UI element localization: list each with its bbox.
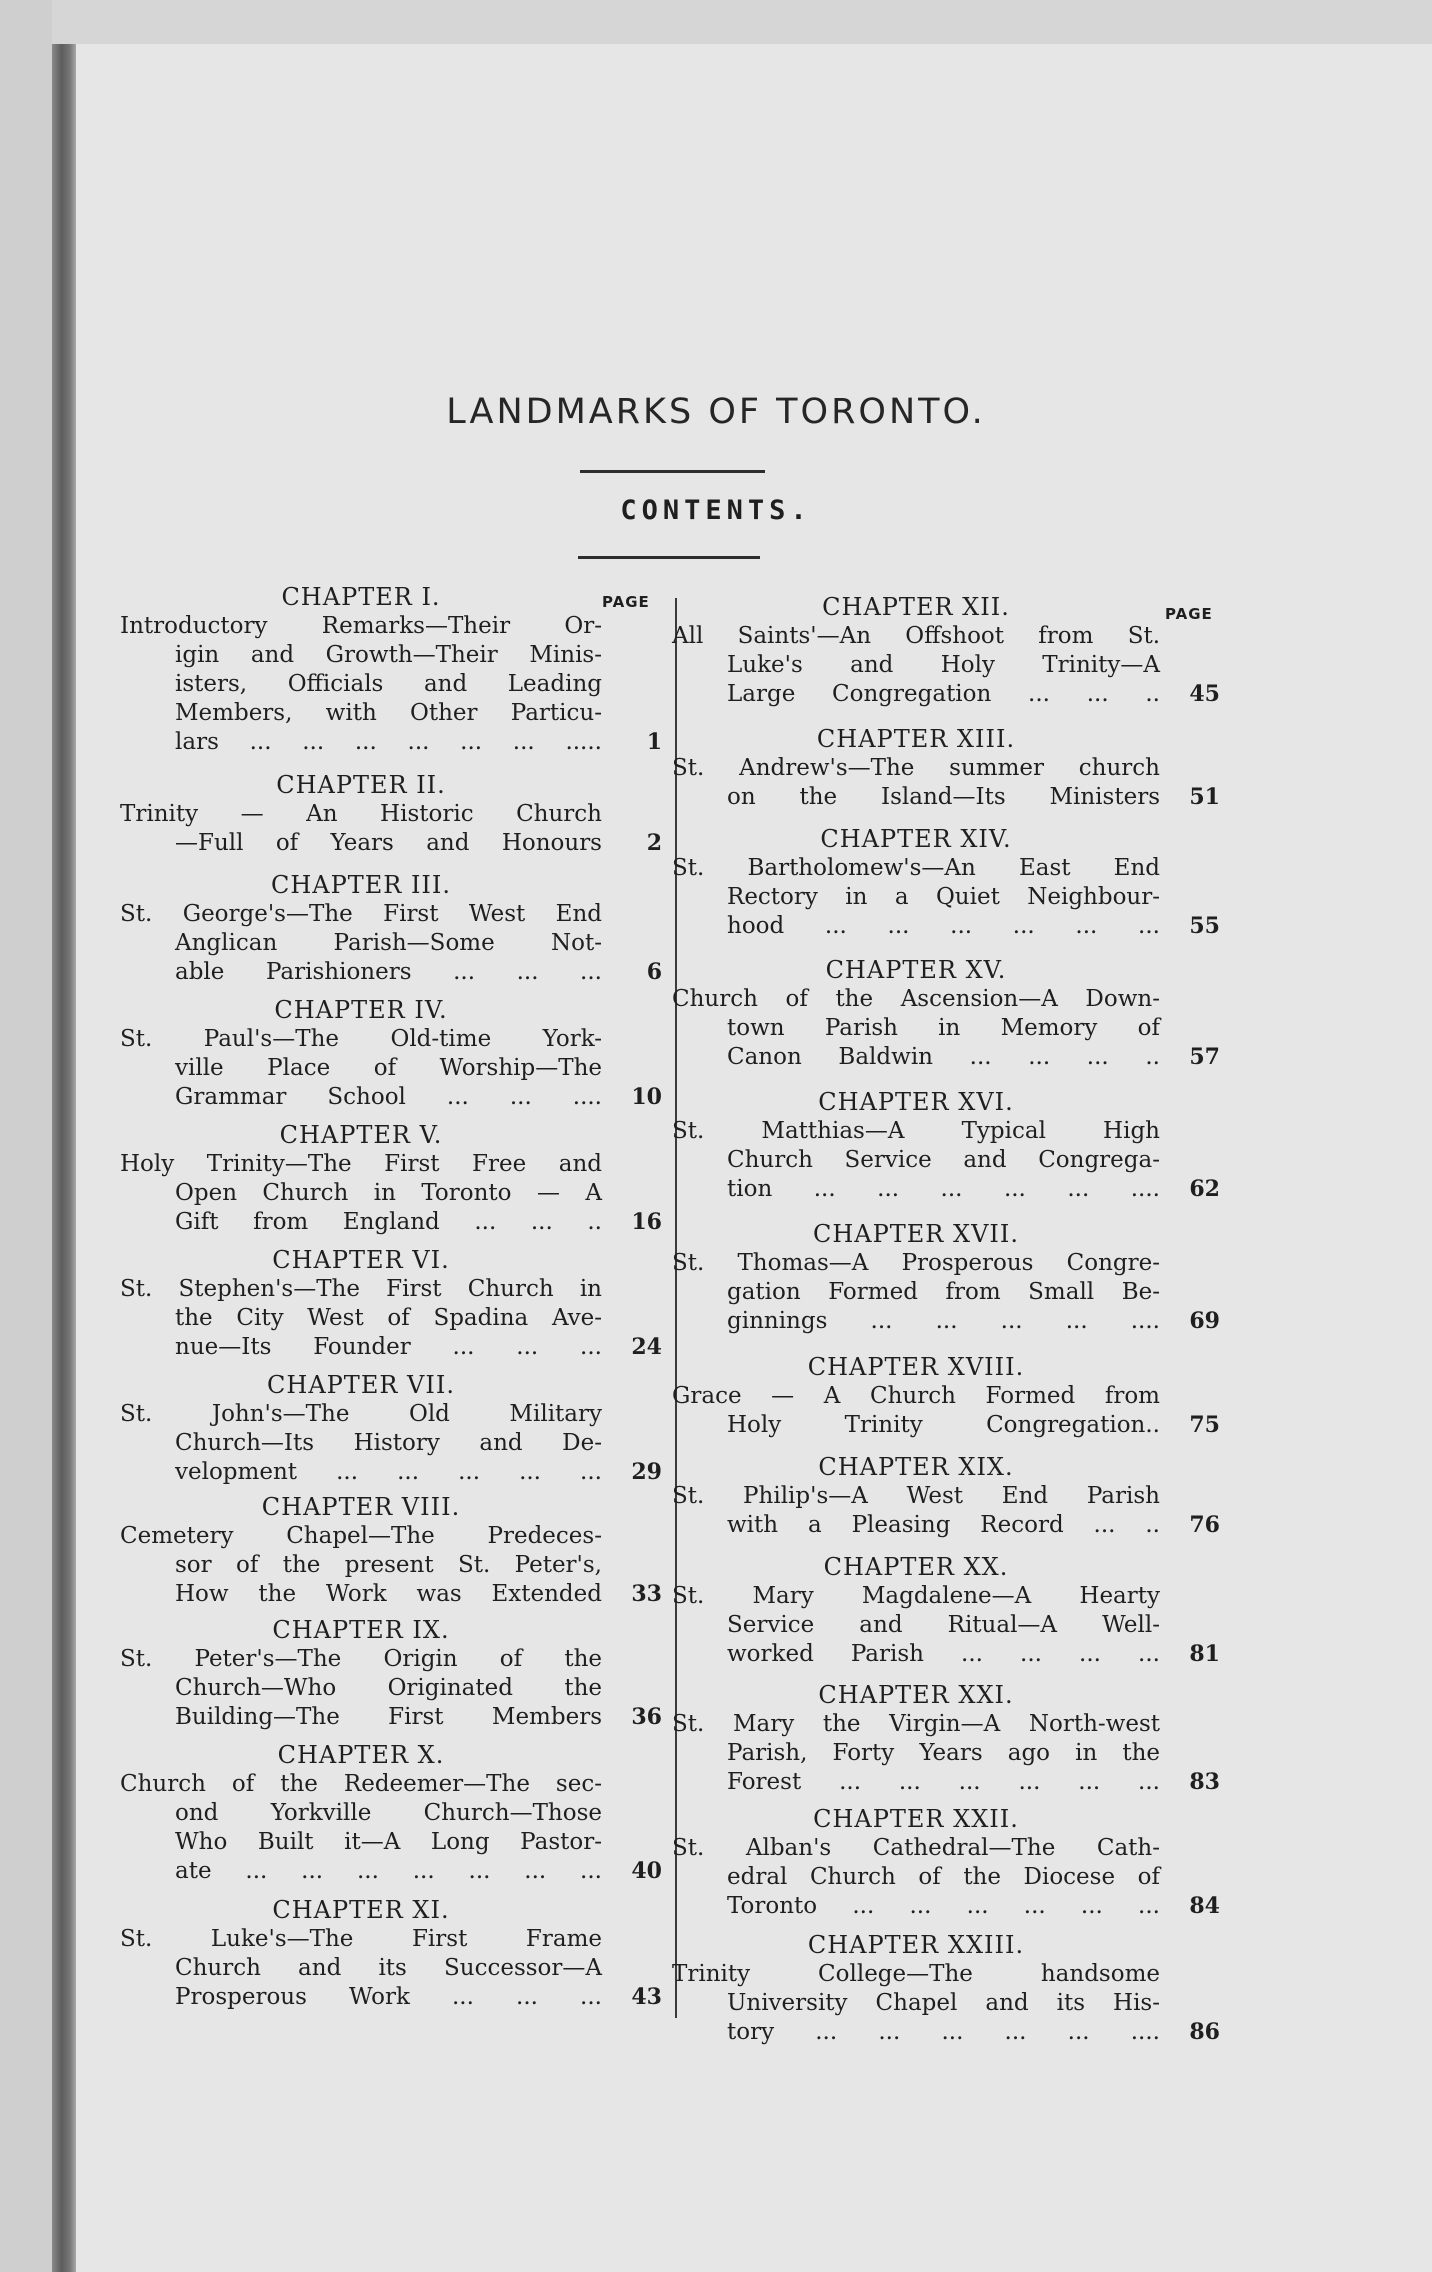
chapter-description	[120, 1645, 662, 1732]
description-line: tory ... ... ... ... ... ....	[727, 2019, 1160, 2045]
description-line: St. Stephen's—The First Church in	[120, 1276, 602, 1302]
toc-entry	[120, 1492, 662, 1609]
description-line: St. Luke's—The First Frame	[120, 1926, 602, 1952]
page-number: 55	[1189, 913, 1220, 939]
chapter-heading: CHAPTER I.	[281, 583, 441, 611]
page-number: 86	[1189, 2019, 1220, 2045]
description-line: —Full of Years and Honours	[175, 830, 602, 856]
chapter-heading: CHAPTER XIV.	[820, 825, 1012, 853]
description-line: St. Peter's—The Origin of the	[120, 1646, 602, 1672]
page-number: 33	[631, 1581, 662, 1607]
description-line: the City West of Spadina Ave-	[175, 1305, 602, 1331]
toc-entry	[672, 1804, 1220, 1921]
chapter-heading: CHAPTER VIII.	[261, 1493, 461, 1521]
contents-rule	[578, 556, 760, 559]
chapter-description	[672, 1710, 1220, 1797]
description-line: Trinity — An Historic Church	[120, 801, 602, 827]
chapter-description	[120, 1400, 662, 1487]
chapter-heading: CHAPTER XII.	[822, 593, 1010, 621]
toc-entry	[120, 582, 662, 757]
description-line: St. Philip's—A West End Parish	[672, 1483, 1160, 1509]
title-rule	[580, 470, 765, 473]
chapter-heading: CHAPTER IV.	[274, 996, 448, 1024]
chapter-heading: CHAPTER XVII.	[812, 1220, 1019, 1248]
book-spine-shadow	[52, 44, 76, 2272]
toc-entry	[672, 724, 1220, 812]
description-line: lars ... ... ... ... ... ... .....	[175, 729, 602, 755]
description-line: velopment ... ... ... ... ...	[175, 1459, 602, 1485]
description-line: isters, Officials and Leading	[175, 671, 602, 697]
page-edge	[0, 0, 52, 2272]
description-line: Grammar School ... ... ....	[175, 1084, 602, 1110]
chapter-description	[672, 622, 1220, 709]
description-line: Anglican Parish—Some Not-	[175, 930, 602, 956]
description-line: nue—Its Founder ... ... ...	[175, 1334, 602, 1360]
page-number: 62	[1189, 1176, 1220, 1202]
page-number: 29	[631, 1459, 662, 1485]
toc-entry	[672, 1930, 1220, 2047]
toc-entry	[120, 1895, 662, 2012]
description-line: igin and Growth—Their Minis-	[175, 642, 602, 668]
description-line: St. Matthias—A Typical High	[672, 1118, 1160, 1144]
description-line: How the Work was Extended	[175, 1581, 602, 1607]
chapter-heading: CHAPTER XVIII.	[807, 1353, 1025, 1381]
description-line: Holy Trinity—The First Free and	[120, 1151, 602, 1177]
page-number: 36	[631, 1704, 662, 1730]
description-line: Church Service and Congrega-	[727, 1147, 1160, 1173]
chapter-heading: CHAPTER XIII.	[816, 725, 1016, 753]
description-line: sor of the present St. Peter's,	[175, 1552, 602, 1578]
page-number: 45	[1189, 681, 1220, 707]
description-line: St. George's—The First West End	[120, 901, 602, 927]
page-number: 40	[631, 1858, 662, 1884]
description-line: St. Thomas—A Prosperous Congre-	[672, 1250, 1160, 1276]
book-title: LANDMARKS OF TORONTO.	[446, 392, 986, 432]
description-line: Luke's and Holy Trinity—A	[727, 652, 1160, 678]
toc-entry	[672, 1680, 1220, 1797]
description-line: Parish, Forty Years ago in the	[727, 1740, 1160, 1766]
page-number: 2	[646, 830, 662, 856]
description-line: Holy Trinity Congregation..	[727, 1412, 1160, 1438]
description-line: Church—Its History and De-	[175, 1430, 602, 1456]
page-number: 84	[1189, 1893, 1220, 1919]
page-number: 6	[646, 959, 662, 985]
description-line: tion ... ... ... ... ... ....	[727, 1176, 1160, 1202]
chapter-description	[120, 1522, 662, 1609]
page-number: 75	[1189, 1412, 1220, 1438]
chapter-heading: CHAPTER III.	[270, 871, 452, 899]
page-number: 24	[631, 1334, 662, 1360]
description-line: worked Parish ... ... ... ...	[727, 1641, 1160, 1667]
description-line: ate ... ... ... ... ... ... ...	[175, 1858, 602, 1884]
page-label-left: PAGE	[602, 593, 650, 611]
description-line: gation Formed from Small Be-	[727, 1279, 1160, 1305]
chapter-heading: CHAPTER X.	[277, 1741, 445, 1769]
description-line: Members, with Other Particu-	[175, 700, 602, 726]
chapter-description	[672, 1249, 1220, 1336]
chapter-heading: CHAPTER XI.	[272, 1896, 450, 1924]
description-line: Building—The First Members	[175, 1704, 602, 1730]
description-line: town Parish in Memory of	[727, 1015, 1160, 1041]
chapter-description	[672, 1117, 1220, 1204]
chapter-heading: CHAPTER XX.	[823, 1553, 1009, 1581]
description-line: on the Island—Its Ministers	[727, 784, 1160, 810]
chapter-heading: CHAPTER XV.	[825, 956, 1007, 984]
description-line: St. Mary the Virgin—A North-west	[672, 1711, 1160, 1737]
description-line: Who Built it—A Long Pastor-	[175, 1829, 602, 1855]
description-line: Open Church in Toronto — A	[175, 1180, 602, 1206]
chapter-description	[120, 800, 662, 858]
toc-entry	[672, 1452, 1220, 1540]
chapter-description	[672, 1482, 1220, 1540]
chapter-description	[672, 1382, 1220, 1440]
description-line: Service and Ritual—A Well-	[727, 1612, 1160, 1638]
page-number: 51	[1189, 784, 1220, 810]
description-line: St. Paul's—The Old-time York-	[120, 1026, 602, 1052]
toc-entry	[120, 770, 662, 858]
chapter-heading: CHAPTER V.	[279, 1121, 443, 1149]
toc-entry	[672, 955, 1220, 1072]
toc-entry	[120, 1370, 662, 1487]
page-number: 57	[1189, 1044, 1220, 1070]
toc-entry	[672, 1219, 1220, 1336]
chapter-description	[120, 900, 662, 987]
description-line: St. Mary Magdalene—A Hearty	[672, 1583, 1160, 1609]
page-number: 1	[646, 729, 662, 755]
description-line: Trinity College—The handsome	[672, 1961, 1160, 1987]
description-line: able Parishioners ... ... ...	[175, 959, 602, 985]
page-number: 43	[631, 1984, 662, 2010]
description-line: Large Congregation ... ... ..	[727, 681, 1160, 707]
page-number: 69	[1189, 1308, 1220, 1334]
description-line: Prosperous Work ... ... ...	[175, 1984, 602, 2010]
chapter-heading: CHAPTER IX.	[272, 1616, 450, 1644]
chapter-heading: CHAPTER XXIII.	[807, 1931, 1025, 1959]
page-number: 81	[1189, 1641, 1220, 1667]
description-line: ville Place of Worship—The	[175, 1055, 602, 1081]
toc-entry	[672, 824, 1220, 941]
description-line: St. Bartholomew's—An East End	[672, 855, 1160, 881]
description-line: Introductory Remarks—Their Or-	[120, 613, 602, 639]
description-line: St. John's—The Old Military	[120, 1401, 602, 1427]
chapter-heading: CHAPTER VI.	[272, 1246, 450, 1274]
chapter-heading: CHAPTER XVI.	[818, 1088, 1014, 1116]
toc-entry	[120, 870, 662, 987]
description-line: Church of the Ascension—A Down-	[672, 986, 1160, 1012]
description-line: Cemetery Chapel—The Predeces-	[120, 1523, 602, 1549]
page-number: 16	[631, 1209, 662, 1235]
toc-entry	[672, 1552, 1220, 1669]
chapter-heading: CHAPTER II.	[276, 771, 446, 799]
chapter-description	[672, 985, 1220, 1072]
description-line: All Saints'—An Offshoot from St.	[672, 623, 1160, 649]
description-line: Gift from England ... ... ..	[175, 1209, 602, 1235]
chapter-description	[672, 1834, 1220, 1921]
description-line: ond Yorkville Church—Those	[175, 1800, 602, 1826]
description-line: ginnings ... ... ... ... ....	[727, 1308, 1160, 1334]
description-line: St. Andrew's—The summer church	[672, 755, 1160, 781]
chapter-description	[672, 854, 1220, 941]
description-line: Church and its Successor—A	[175, 1955, 602, 1981]
chapter-heading: CHAPTER XXII.	[813, 1805, 1019, 1833]
description-line: Church—Who Originated the	[175, 1675, 602, 1701]
description-line: St. Alban's Cathedral—The Cath-	[672, 1835, 1160, 1861]
chapter-description	[672, 754, 1220, 812]
description-line: Church of the Redeemer—The sec-	[120, 1771, 602, 1797]
description-line: edral Church of the Diocese of	[727, 1864, 1160, 1890]
description-line: Rectory in a Quiet Neighbour-	[727, 884, 1160, 910]
description-line: Grace — A Church Formed from	[672, 1383, 1160, 1409]
toc-entry	[120, 1120, 662, 1237]
chapter-description	[120, 612, 662, 757]
toc-entry	[672, 1352, 1220, 1440]
contents-heading: CONTENTS.	[620, 495, 812, 526]
description-line: hood ... ... ... ... ... ...	[727, 913, 1160, 939]
description-line: Toronto ... ... ... ... ... ...	[727, 1893, 1160, 1919]
chapter-description	[120, 1025, 662, 1112]
description-line: Canon Baldwin ... ... ... ..	[727, 1044, 1160, 1070]
chapter-heading: CHAPTER XIX.	[818, 1453, 1014, 1481]
chapter-description	[672, 1582, 1220, 1669]
toc-entry	[672, 592, 1220, 709]
description-line: Forest ... ... ... ... ... ...	[727, 1769, 1160, 1795]
page-number: 76	[1189, 1512, 1220, 1538]
chapter-description	[672, 1960, 1220, 2047]
description-line: with a Pleasing Record ... ..	[727, 1512, 1160, 1538]
page-number: 10	[631, 1084, 662, 1110]
chapter-heading: CHAPTER XXI.	[818, 1681, 1014, 1709]
chapter-description	[120, 1150, 662, 1237]
toc-entry	[120, 995, 662, 1112]
chapter-description	[120, 1925, 662, 2012]
chapter-description	[120, 1770, 662, 1886]
toc-entry	[120, 1245, 662, 1362]
toc-entry	[120, 1615, 662, 1732]
page-label-right: PAGE	[1165, 605, 1213, 623]
toc-entry	[672, 1087, 1220, 1204]
chapter-description	[120, 1275, 662, 1362]
description-line: University Chapel and its His-	[727, 1990, 1160, 2016]
toc-entry	[120, 1740, 662, 1886]
chapter-heading: CHAPTER VII.	[267, 1371, 455, 1399]
page-number: 83	[1189, 1769, 1220, 1795]
